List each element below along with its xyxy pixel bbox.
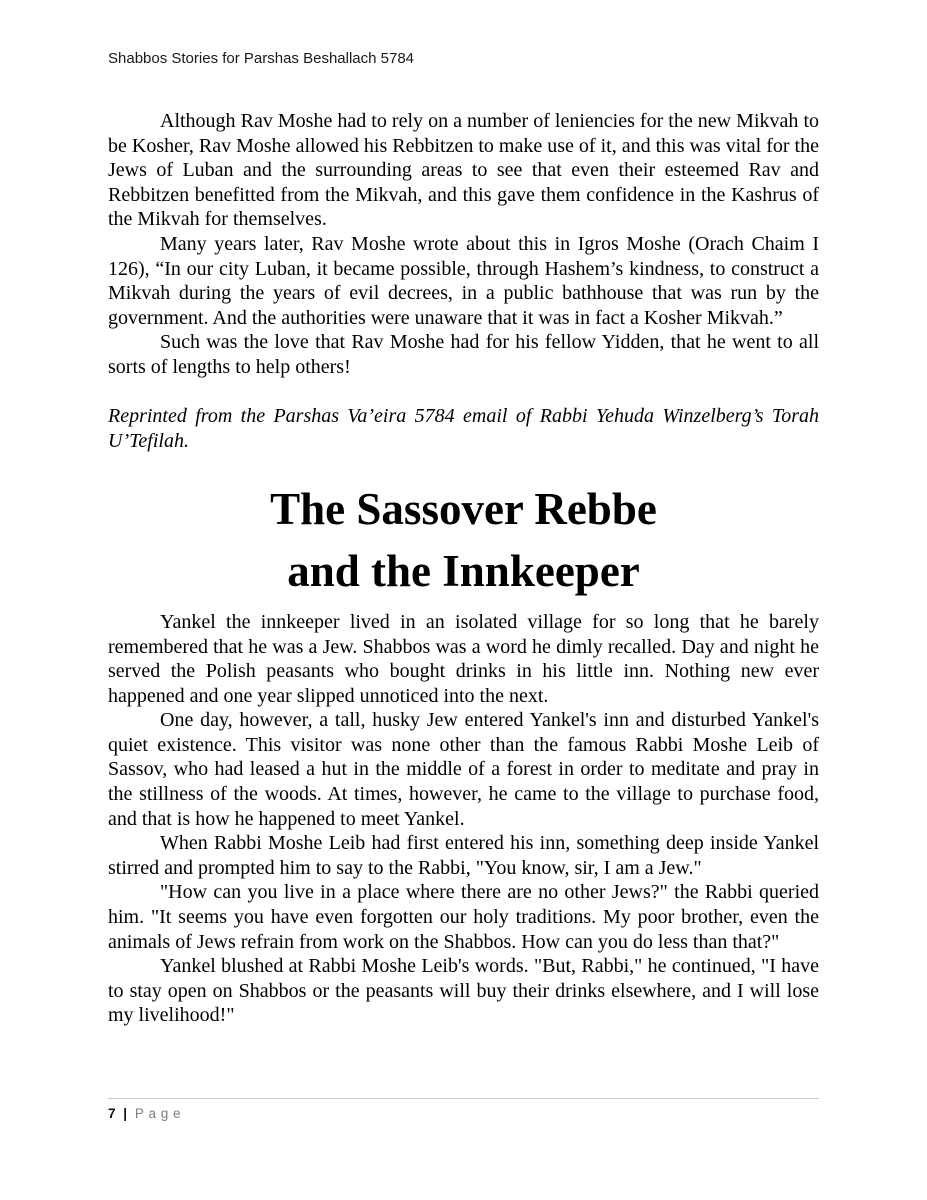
- attribution-note: Reprinted from the Parshas Va’eira 5784 email of Rabbi Yehuda Winzelberg’s Torah U’Tefilah.: [108, 405, 819, 452]
- paragraph: Many years later, Rav Moshe wrote about this in Igros Moshe (Orach Chaim I 126), “In our city Luban, it became possible, through Hashem’s kindness, to construct a Mikvah during the years of evil decrees, in a public bathhouse that was run by the government. And the authorities were unaware that it was in fact a Kosher Mikvah.”: [108, 232, 819, 329]
- story-title-line2: and the Innkeeper: [287, 545, 640, 596]
- paragraph: When Rabbi Moshe Leib had first entered his inn, something deep inside Yankel stirred and prompted him to say to the Rabbi, "You know, sir, I am a Jew.": [108, 832, 819, 879]
- document-body: [108, 109, 819, 1028]
- paragraph: Such was the love that Rav Moshe had for his fellow Yidden, that he went to all sorts of lengths to help others!: [108, 331, 819, 378]
- footer-page-label: Page: [134, 1106, 186, 1121]
- story-title: [108, 478, 819, 602]
- page-number: 7: [108, 1106, 116, 1121]
- paragraph: Yankel the innkeeper lived in an isolated village for so long that he barely remembered that he was a Jew. Shabbos was a word he dimly recalled. Day and night he served the Polish peasants who bought drinks in his little inn. Nothing new ever happened and one year slipped unnoticed into the next.: [108, 610, 819, 707]
- paragraph: Although Rav Moshe had to rely on a number of leniencies for the new Mikvah to be Kosher, Rav Moshe allowed his Rebbitzen to make use of it, and this was vital for the Jews of Luban and the surrounding areas to see that even their esteemed Rav and Rebbitzen benefitted from the Mikvah, and this gave them confidence in the Kashrus of the Mikvah for themselves.: [108, 110, 819, 231]
- paragraph: Yankel blushed at Rabbi Moshe Leib's words. "But, Rabbi," he continued, "I have to stay open on Shabbos or the peasants will buy their drinks elsewhere, and I will lose my livelihood!": [108, 955, 819, 1027]
- paragraph: "How can you live in a place where there are no other Jews?" the Rabbi queried him. "It seems you have even forgotten our holy traditions. My poor brother, even the animals of Jews refrain from work on the Shabbos. How can you do less than that?": [108, 881, 819, 953]
- page-header: Shabbos Stories for Parshas Beshallach 5784: [108, 50, 415, 67]
- footer-separator: |: [123, 1106, 128, 1121]
- paragraph: One day, however, a tall, husky Jew entered Yankel's inn and disturbed Yankel's quiet existence. This visitor was none other than the famous Rabbi Moshe Leib of Sassov, who had leased a hut in the middle of a forest in order to meditate and pray in the stillness of the woods. At times, however, he came to the village to purchase food, and that is how he happened to meet Yankel.: [108, 709, 819, 830]
- story-title-line1: The Sassover Rebbe: [270, 483, 657, 534]
- page-footer: [108, 1098, 819, 1121]
